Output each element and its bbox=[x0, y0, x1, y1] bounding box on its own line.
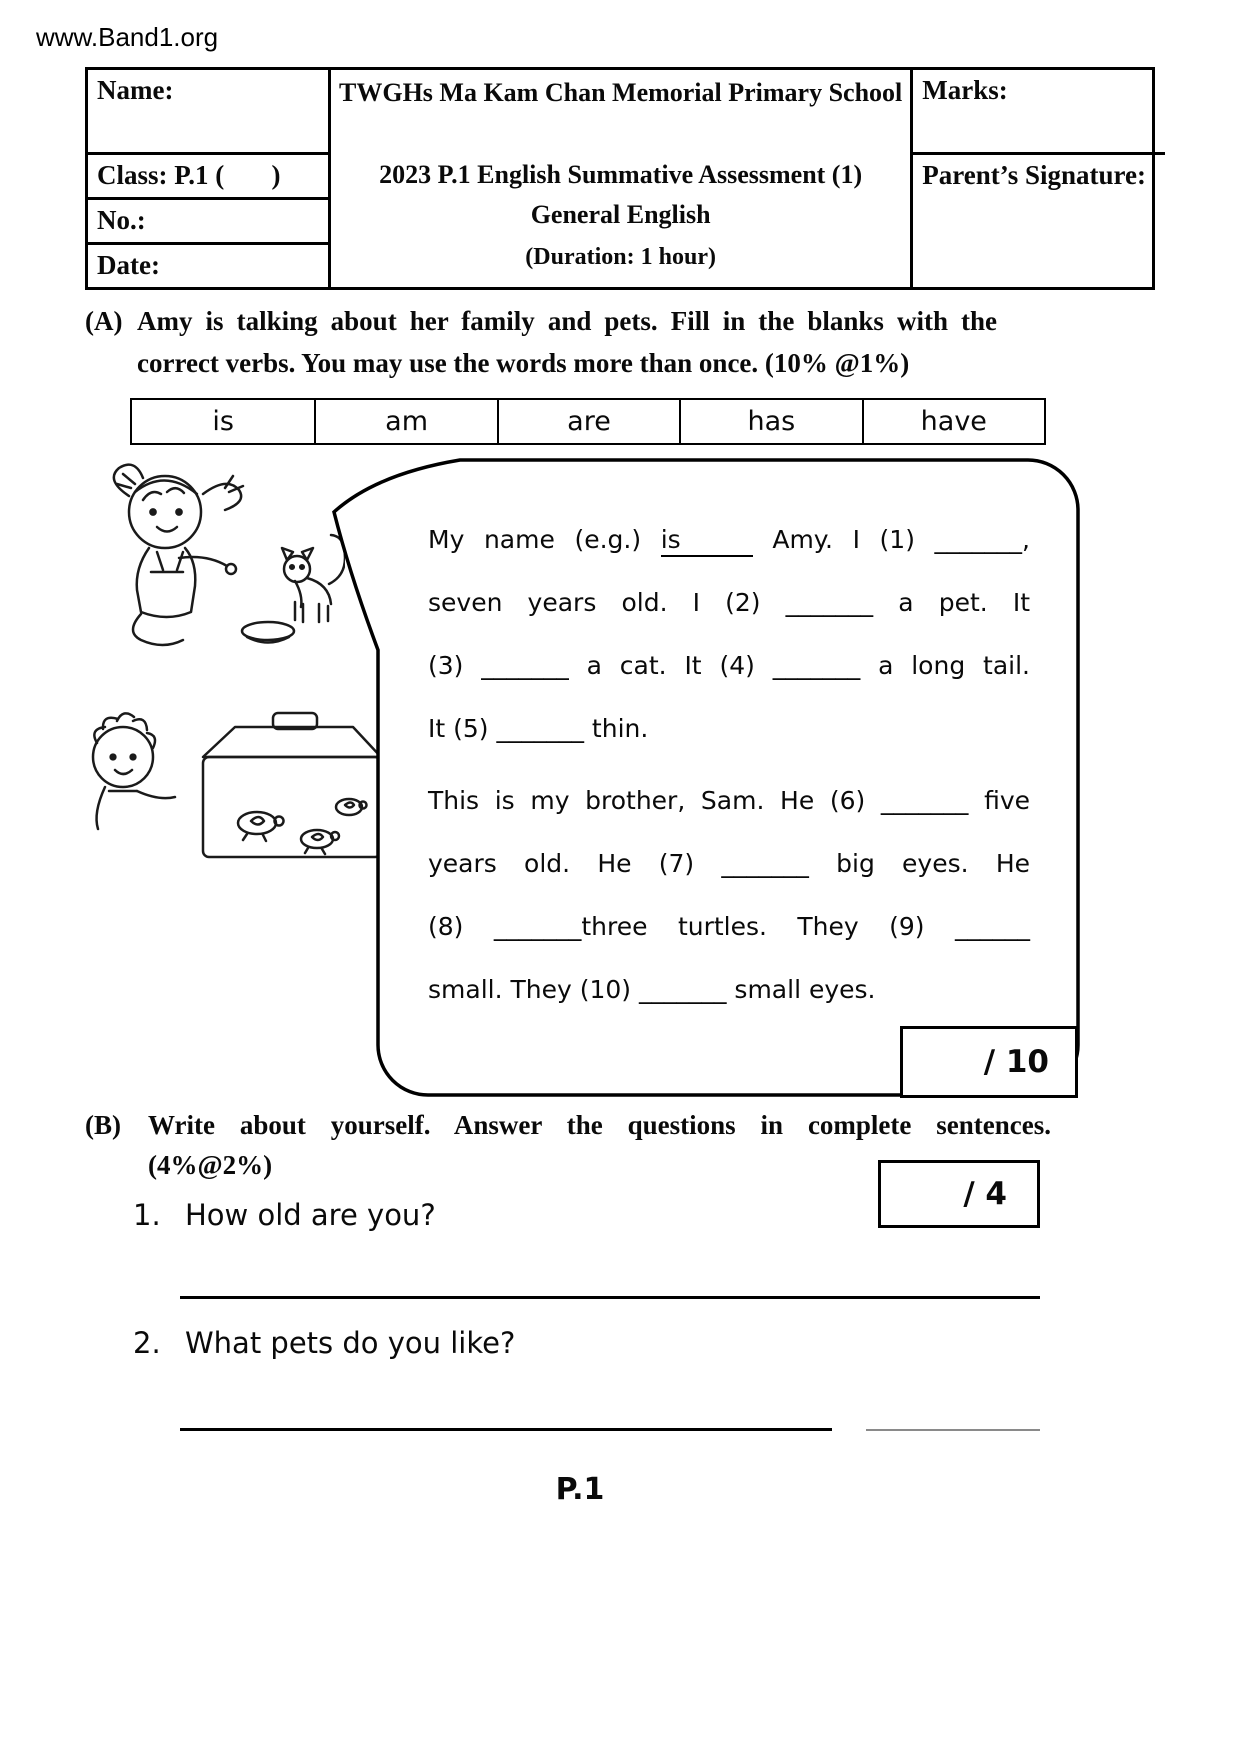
section-b-label: (B) bbox=[85, 1110, 121, 1140]
question-2-text: What pets do you like? bbox=[185, 1326, 516, 1360]
passage-text: Amy. I (1) _______, bbox=[772, 525, 1031, 554]
marks-label: Marks: bbox=[913, 70, 1165, 155]
word-bank-cell: am bbox=[314, 400, 496, 443]
no-field-label: No.: bbox=[88, 200, 328, 245]
question-1 bbox=[133, 1198, 436, 1232]
section-a-instruction-line1: Amy is talking about her family and pets. Fill in the blanks with the bbox=[137, 306, 997, 336]
speech-bubble-text bbox=[428, 508, 1030, 1021]
passage-line: (8) _______three turtles. They (9) ______ bbox=[428, 912, 1030, 941]
passage-line bbox=[428, 508, 1030, 571]
example-answer: is bbox=[661, 526, 753, 557]
exam-header-table bbox=[85, 67, 1155, 290]
section-b-score: / 4 bbox=[963, 1176, 1007, 1212]
word-bank-table bbox=[130, 398, 1046, 445]
answer-line-2 bbox=[180, 1428, 832, 1431]
exam-subject: General English bbox=[530, 200, 711, 229]
class-field-label: Class: P.1 ( ) bbox=[88, 155, 328, 200]
section-a-heading bbox=[85, 300, 997, 384]
word-bank-cell: has bbox=[679, 400, 861, 443]
question-2-number: 2. bbox=[133, 1326, 161, 1360]
section-a-score: / 10 bbox=[983, 1044, 1049, 1080]
site-watermark: www.Band1.org bbox=[36, 22, 219, 52]
answer-line-2-segment bbox=[866, 1429, 1040, 1431]
passage-line: (3) _______ a cat. It (4) _______ a long tail. bbox=[428, 651, 1030, 680]
header-right-column bbox=[910, 70, 1165, 287]
parent-signature-label: Parent’s Signature: bbox=[922, 160, 1147, 190]
word-bank-cell: is bbox=[212, 406, 234, 437]
answer-line-1 bbox=[180, 1296, 1040, 1299]
passage-line: years old. He (7) _______ big eyes. He bbox=[428, 849, 1030, 878]
name-field-label: Name: bbox=[88, 70, 328, 155]
passage-line: seven years old. I (2) _______ a pet. It bbox=[428, 588, 1030, 617]
date-field-label: Date: bbox=[97, 249, 160, 280]
section-b-score-box bbox=[878, 1160, 1040, 1228]
section-a-score-box bbox=[900, 1026, 1078, 1098]
word-bank-cell: are bbox=[497, 400, 679, 443]
question-2 bbox=[133, 1326, 515, 1360]
section-b-instruction-line1: Write about yourself. Answer the questions in complete sentences. bbox=[148, 1110, 1051, 1140]
header-left-column bbox=[88, 70, 331, 287]
section-a-instruction bbox=[137, 300, 997, 384]
exam-title: 2023 P.1 English Summative Assessment (1) bbox=[379, 160, 863, 189]
passage-line: It (5) _______ thin. bbox=[428, 714, 649, 743]
school-name: TWGHs Ma Kam Chan Memorial Primary School bbox=[339, 78, 903, 107]
question-1-text: How old are you? bbox=[185, 1198, 436, 1232]
girl-and-cat-illustration bbox=[65, 450, 345, 665]
passage-line: This is my brother, Sam. He (6) _______ five bbox=[428, 786, 1030, 815]
header-middle-column bbox=[331, 70, 910, 287]
exam-duration: (Duration: 1 hour) bbox=[525, 244, 716, 270]
question-1-number: 1. bbox=[133, 1198, 161, 1232]
page-number: P.1 bbox=[555, 1472, 605, 1507]
passage-text: My name (e.g.) bbox=[428, 525, 642, 554]
section-a-label: (A) bbox=[85, 306, 123, 336]
word-bank-cell: have bbox=[862, 400, 1044, 443]
passage-line: small. They (10) _______ small eyes. bbox=[428, 975, 876, 1004]
section-b-instruction-line2: (4%@2%) bbox=[148, 1150, 273, 1180]
section-a-instruction-line2: correct verbs. You may use the words more than once. (10% @1%) bbox=[137, 348, 910, 378]
